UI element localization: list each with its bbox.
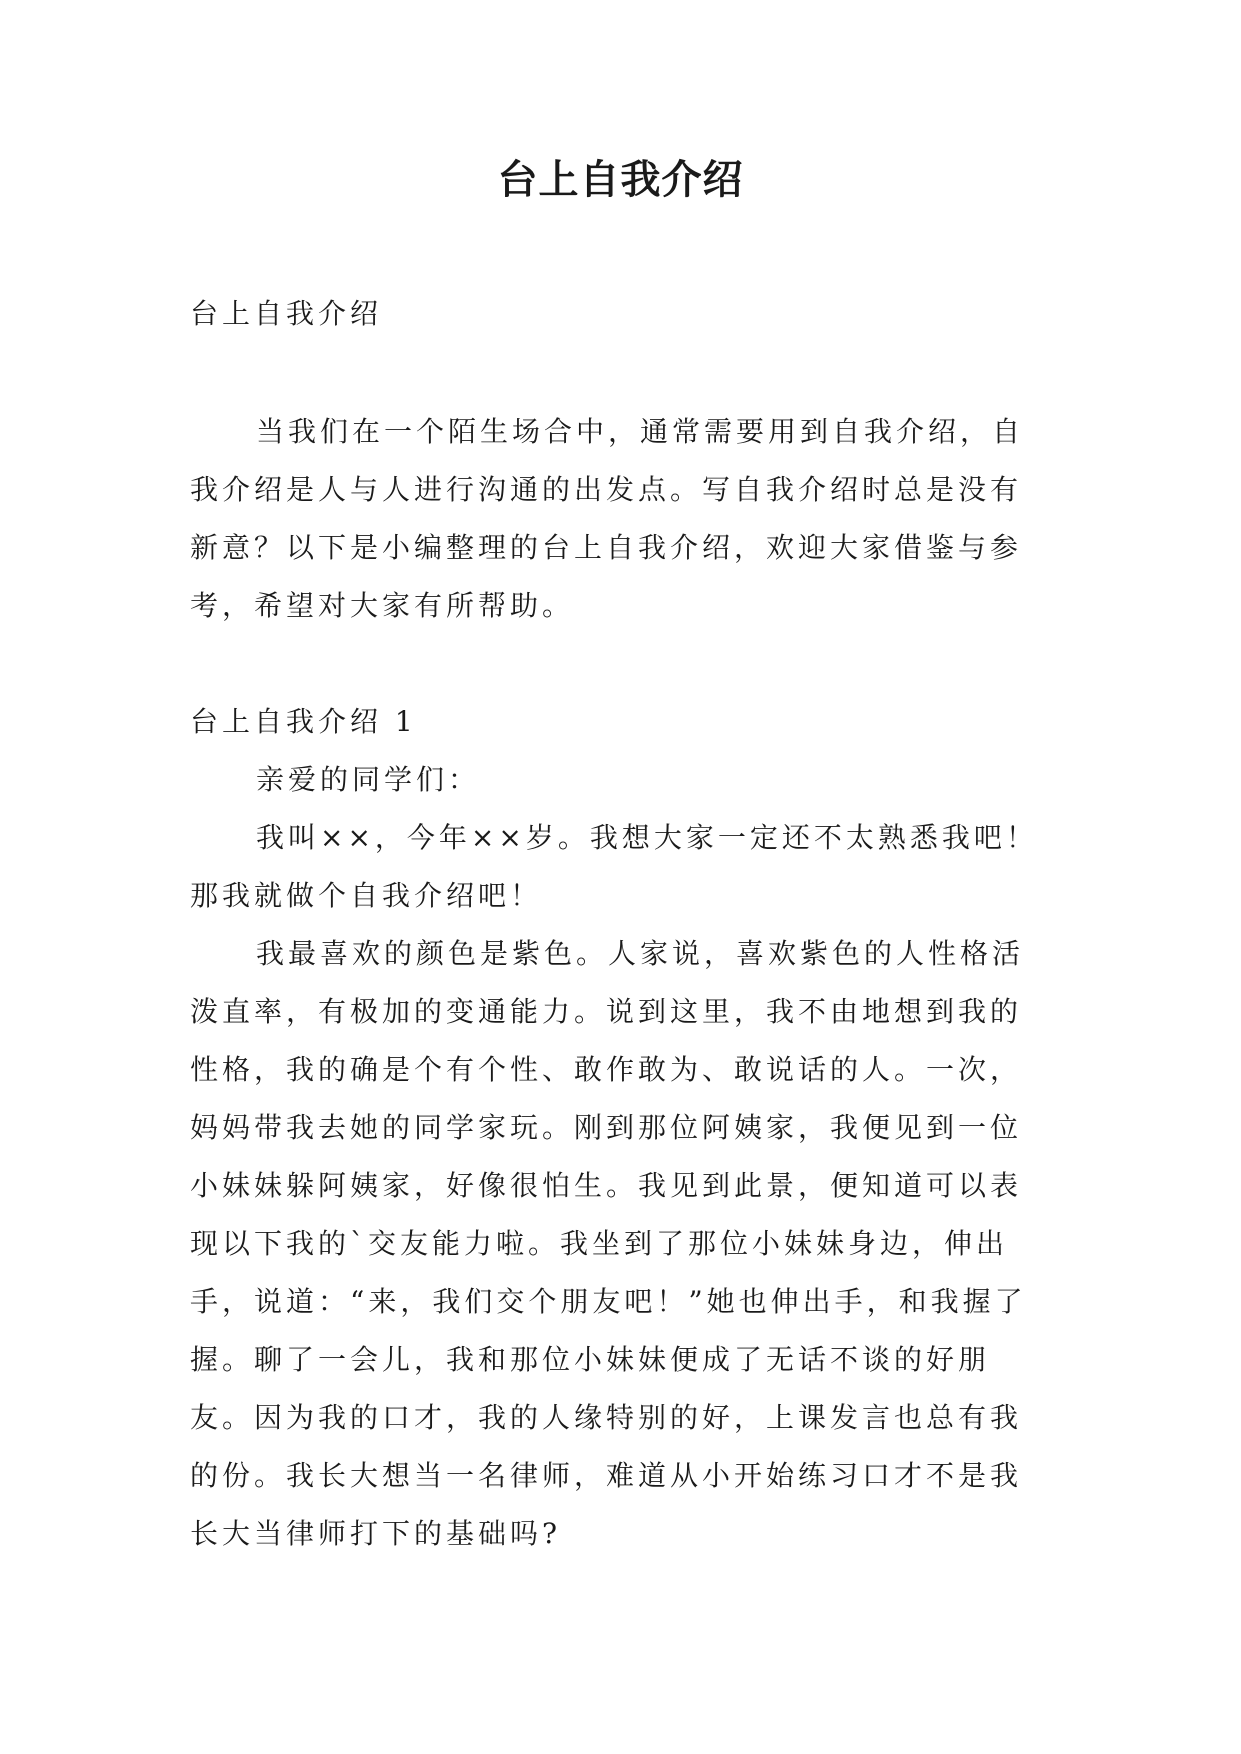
section-heading: 台上自我介绍 1 bbox=[190, 705, 417, 738]
document-title: 台上自我介绍 bbox=[497, 156, 744, 203]
document-body bbox=[190, 285, 1050, 1563]
greeting-paragraph: 亲爱的同学们： bbox=[256, 763, 481, 796]
intro-paragraph: 当我们在一个陌生场合中，通常需要用到自我介绍，自我介绍是人与人进行沟通的出发点。写自我介绍时总是没有新意？以下是小编整理的台上自我介绍，欢迎大家借鉴与参考，希望对大家有所帮助。 bbox=[190, 415, 1025, 622]
body-paragraph-2: 我最喜欢的颜色是紫色。人家说，喜欢紫色的人性格活泼直率，有极加的变通能力。说到这里，我不由地想到我的性格，我的确是个有个性、敢作敢为、敢说话的人。一次，妈妈带我去她的同学家玩。刚到那位阿姨家，我便见到一位小妹妹躲阿姨家，好像很怕生。我见到此景，便知道可以表现以下我的`交友能力啦。我坐到了那位小妹妹身边，伸出手，说道：“来，我们交个朋友吧！”她也伸出手，和我握了握。聊了一会儿，我和那位小妹妹便成了无话不谈的好朋友。因为我的口才，我的人缘特别的好，上课发言也总有我的份。我长大想当一名律师，难道从小开始练习口才不是我长大当律师打下的基础吗? bbox=[190, 937, 1027, 1550]
document-subtitle: 台上自我介绍 bbox=[190, 297, 383, 330]
body-paragraph-1: 我叫××，今年××岁。我想大家一定还不太熟悉我吧！那我就做个自我介绍吧！ bbox=[190, 821, 1038, 912]
